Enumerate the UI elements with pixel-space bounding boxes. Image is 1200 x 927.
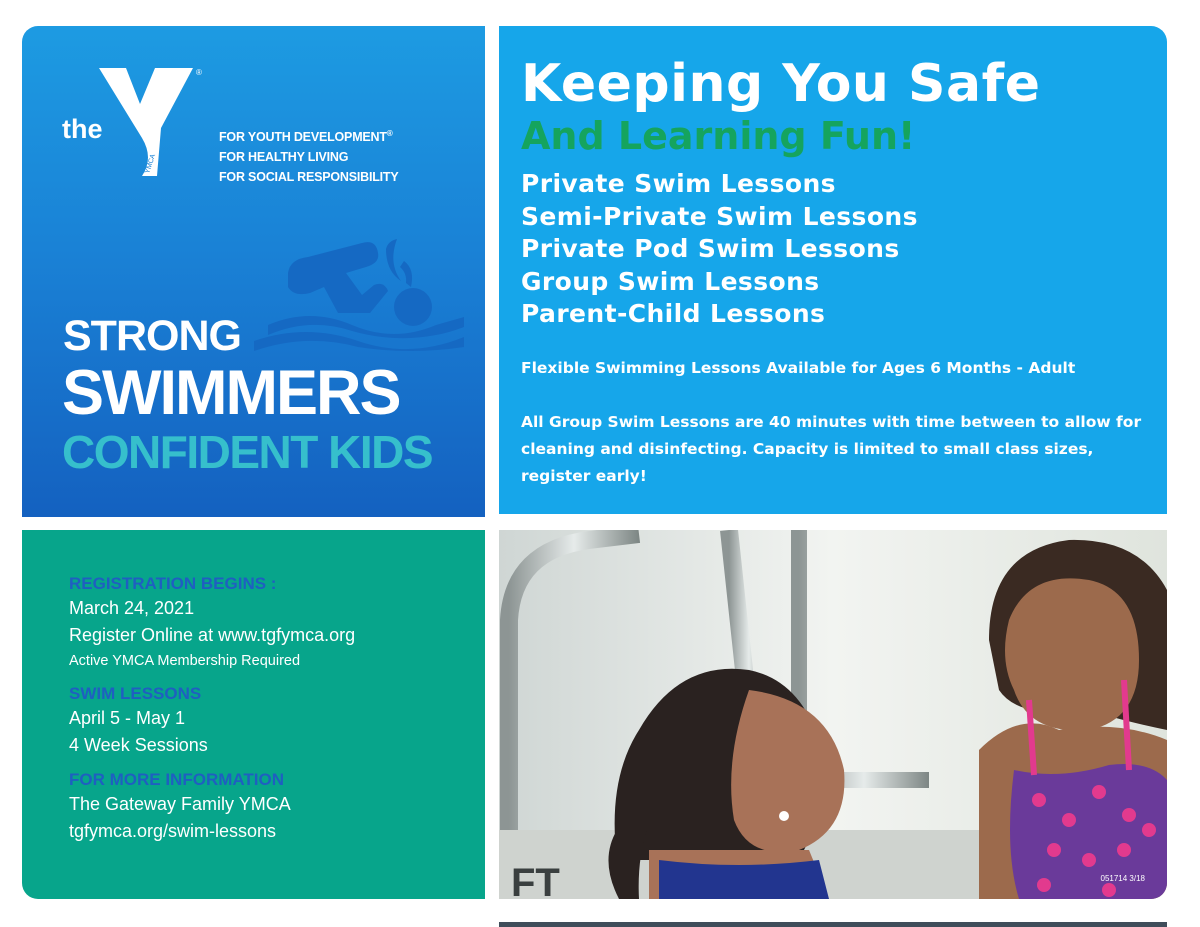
bottom-strip (499, 922, 1167, 927)
lesson-private: Private Swim Lessons (521, 169, 836, 198)
title-confident-kids: CONFIDENT KIDS (62, 426, 432, 478)
swim-lessons-sessions: 4 Week Sessions (69, 735, 208, 755)
logo-ymca-text: YMCA (144, 153, 158, 175)
title-strong: STRONG (63, 312, 241, 360)
lesson-list (521, 168, 1167, 331)
description-text: All Group Swim Lessons are 40 minutes with time between to allow for cleaning and disinfecting. Capacity is limited to small class sizes, register early! (521, 412, 1142, 485)
tagline-social: FOR SOCIAL RESPONSIBILITY (219, 170, 399, 185)
swim-lessons-group (69, 683, 485, 759)
swim-lessons-heading: SWIM LESSONS (69, 684, 202, 703)
more-info-url: tgfymca.org/swim-lessons (69, 821, 277, 841)
lesson-semi-private: Semi-Private Swim Lessons (521, 201, 918, 231)
ymca-logo (62, 66, 212, 186)
tagline-health: FOR HEALTHY LIVING (219, 150, 349, 165)
registration-panel (22, 530, 485, 899)
photo-code: 051714 3/18 (1100, 874, 1145, 883)
tagline-registered-mark: ® (386, 129, 393, 138)
registration-membership: Active YMCA Membership Required (69, 653, 301, 669)
registration-heading: REGISTRATION BEGINS : (69, 574, 277, 593)
logo-registered-mark: ® (196, 68, 202, 77)
info-panel (499, 26, 1167, 514)
pool-photo (499, 530, 1167, 899)
logo-the-text: the (62, 114, 103, 144)
registration-online: Register Online at www.tgfymca.org (69, 625, 356, 645)
registration-group (69, 573, 485, 673)
ymca-y-icon (99, 68, 193, 176)
more-info-group (69, 769, 485, 845)
ages-text: Flexible Swimming Lessons Available for Ages 6 Months - Adult (521, 358, 1076, 377)
more-info-org: The Gateway Family YMCA (69, 794, 291, 814)
pool-sign-text: FT (511, 861, 560, 899)
registration-date: March 24, 2021 (69, 598, 195, 618)
lesson-parent-child: Parent-Child Lessons (521, 299, 826, 328)
subheadline: And Learning Fun! (521, 114, 916, 158)
lesson-group: Group Swim Lessons (521, 266, 820, 296)
title-swimmers: SWIMMERS (62, 358, 400, 428)
headline: Keeping You Safe (521, 54, 1041, 114)
swimmer-icon (250, 233, 465, 353)
photo-panel (499, 530, 1167, 899)
swim-lessons-dates: April 5 - May 1 (69, 708, 186, 728)
brand-panel (22, 26, 485, 517)
more-info-heading: FOR MORE INFORMATION (69, 770, 284, 789)
lesson-private-pod: Private Pod Swim Lessons (521, 234, 900, 263)
tagline (219, 124, 399, 187)
tagline-youth: FOR YOUTH DEVELOPMENT (219, 130, 387, 145)
